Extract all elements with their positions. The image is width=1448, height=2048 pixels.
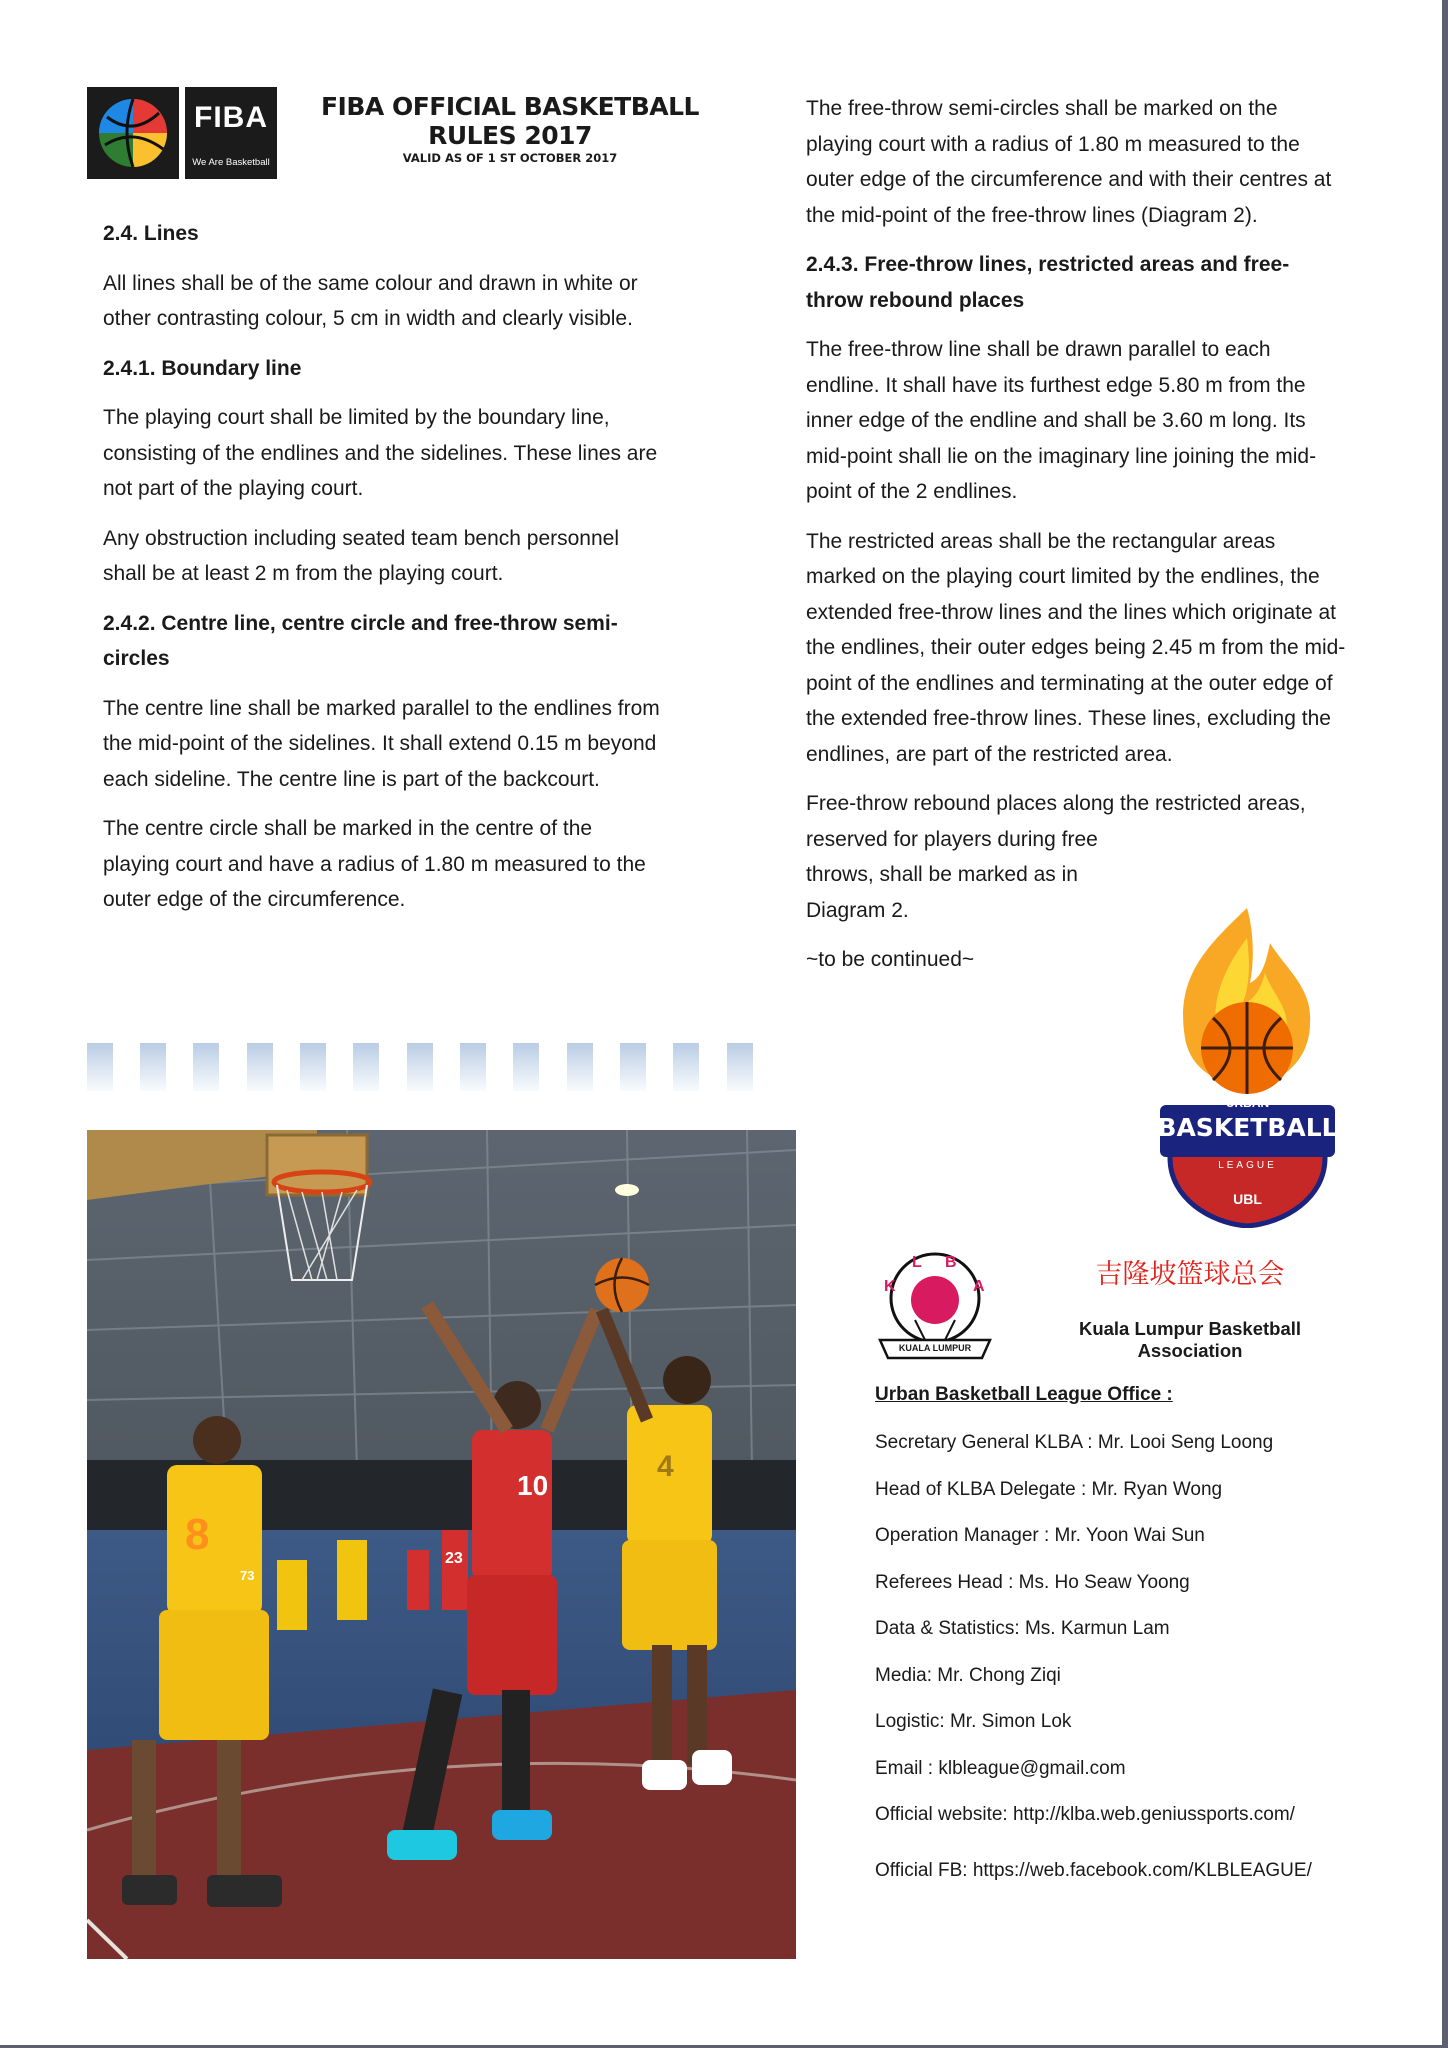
rebound-line-2: reserved for players during free [806, 827, 1098, 851]
klba-logo-letter: B [945, 1254, 957, 1271]
section-2-4-1-paragraph-2: Any obstruction including seated team bench personnel shall be at least 2 m from the playing court. [103, 526, 619, 585]
section-2-4-2-paragraph-2: The centre circle shall be marked in the centre of the playing court and have a radius of 1.80 m measured to the outer edge of the circumference. [103, 817, 646, 911]
office-data-statistics: Data & Statistics: Ms. Karmun Lam [875, 1618, 1170, 1639]
office-media: Media: Mr. Chong Ziqi [875, 1665, 1061, 1686]
klba-name-english: Kuala Lumpur Basketball Association [1078, 1318, 1302, 1361]
office-logistic: Logistic: Mr. Simon Lok [875, 1711, 1072, 1732]
strip-block [407, 1043, 433, 1091]
office-facebook: Official FB: https://web.facebook.com/KLBLEAGUE/ [875, 1860, 1312, 1881]
ubl-logo-word-league: LEAGUE [1218, 1160, 1277, 1171]
section-2-4-2-paragraph-1: The centre line shall be marked parallel to the endlines from the mid-point of the sidelines. It shall extend 0.15 m beyond each sideline. The centre line is part of the backcourt. [103, 696, 660, 791]
right-column [806, 91, 1346, 978]
section-2-4-1-paragraph-1: The playing court shall be limited by the boundary line, consisting of the endlines and the sidelines. These lines are not part of the playing court. [103, 406, 658, 500]
office-operation-manager: Operation Manager : Mr. Yoon Wai Sun [875, 1525, 1205, 1546]
section-2-4-3-heading [806, 247, 1346, 318]
fiba-ball-logo [87, 87, 179, 179]
strip-block [567, 1043, 593, 1091]
ubl-logo-badge: UBL [1233, 1191, 1262, 1207]
ubl-logo-word-urban: URBAN [1225, 1096, 1270, 1110]
strip-block [460, 1043, 486, 1091]
jersey-number: 73 [240, 1568, 255, 1583]
section-2-4-3-heading-line-1: 2.4.3. Free-throw lines, restricted areas and free- [806, 253, 1290, 276]
section-2-4-3-paragraph-2: The restricted areas shall be the rectangular areas marked on the playing court limited by the endlines, the extended free-throw lines and the lines which originate at the endlines, their outer edges being 2.45 m from the mid-point of the endlines and terminating at the outer edge of the extended free-throw lines. These lines, excluding the endlines, are part of the restricted area. [806, 529, 1346, 766]
office-referees-head: Referees Head : Ms. Ho Seaw Yoong [875, 1572, 1190, 1593]
document-subtitle: VALID AS OF 1 ST OCTOBER 2017 [402, 151, 618, 165]
section-2-4-3-heading-line-2: throw rebound places [806, 288, 1025, 312]
left-column [103, 216, 663, 918]
strip-block [300, 1043, 326, 1091]
strip-block [140, 1043, 166, 1091]
klba-name-chinese: 吉隆坡篮球总会 [1095, 1259, 1285, 1290]
klba-logo-letter: K [884, 1278, 896, 1295]
klba-logo-letter: A [973, 1278, 985, 1295]
strip-block [87, 1043, 113, 1091]
section-2-4-2-heading-line-2: circles [103, 647, 170, 670]
section-2-4-3-paragraph-3 [806, 786, 1346, 928]
strip-block [673, 1043, 699, 1091]
office-secretary-general: Secretary General KLBA : Mr. Looi Seng Loong [875, 1432, 1274, 1453]
office-email: Email : klbleague@gmail.com [875, 1758, 1126, 1779]
semicircles-paragraph: The free-throw semi-circles shall be marked on the playing court with a radius of 1.80 m measured to the outer edge of the circumference and with their centres at the mid-point of the free-throw lines (Diagram 2). [806, 97, 1332, 227]
section-2-4-paragraph: All lines shall be of the same colour and drawn in white or other contrasting colour, 5 cm in width and clearly visible. [103, 271, 638, 330]
section-2-4-2-heading-line-1: 2.4.2. Centre line, centre circle and free-throw semi- [103, 611, 618, 635]
ubl-logo-word-basketball: BASKETBALL [1157, 1113, 1338, 1142]
game-photo [87, 1130, 796, 1959]
document-title: FIBA OFFICIAL BASKETBALL RULES 2017 [320, 92, 699, 150]
klba-logo [870, 1240, 1000, 1370]
fiba-logo-tagline: We Are Basketball [192, 157, 270, 168]
strip-block [247, 1043, 273, 1091]
to-be-continued: ~to be continued~ [806, 948, 975, 971]
strip-block [727, 1043, 753, 1091]
office-website: Official website: http://klba.web.geniussports.com/ [875, 1804, 1295, 1825]
jersey-number: 4 [657, 1450, 674, 1483]
urban-basketball-league-logo [1135, 908, 1360, 1228]
strip-block [513, 1043, 539, 1091]
strip-block [193, 1043, 219, 1091]
section-2-4-heading: 2.4. Lines [103, 222, 199, 245]
strip-block [620, 1043, 646, 1091]
fiba-logo [185, 87, 277, 179]
jersey-number: 8 [185, 1510, 210, 1559]
page-edge [1442, 0, 1448, 2048]
decorative-strip [87, 1043, 757, 1091]
jersey-number: 23 [445, 1550, 463, 1567]
strip-block [353, 1043, 379, 1091]
office-head-delegate: Head of KLBA Delegate : Mr. Ryan Wong [875, 1479, 1223, 1500]
section-2-4-1-heading: 2.4.1. Boundary line [103, 356, 302, 380]
rebound-line-3: throws, shall be marked as in [806, 863, 1078, 886]
klba-logo-letter: L [912, 1254, 922, 1271]
office-title: Urban Basketball League Office : [875, 1384, 1173, 1405]
klba-logo-ribbon-text: KUALA LUMPUR [898, 1343, 972, 1353]
fiba-logo-word: FIBA [194, 101, 268, 134]
jersey-number: 10 [517, 1470, 549, 1501]
rebound-line-4: Diagram 2. [806, 898, 909, 922]
section-2-4-2-heading [103, 606, 663, 677]
rebound-line-1: Free-throw rebound places along the restricted areas, [806, 792, 1306, 815]
section-2-4-3-paragraph-1: The free-throw line shall be drawn parallel to each endline. It shall have its furthest edge 5.80 m from the inner edge of the endline and shall be 3.60 m long. Its mid-point shall lie on the imaginary line joining the mid-point of the 2 endlines. [806, 338, 1317, 503]
